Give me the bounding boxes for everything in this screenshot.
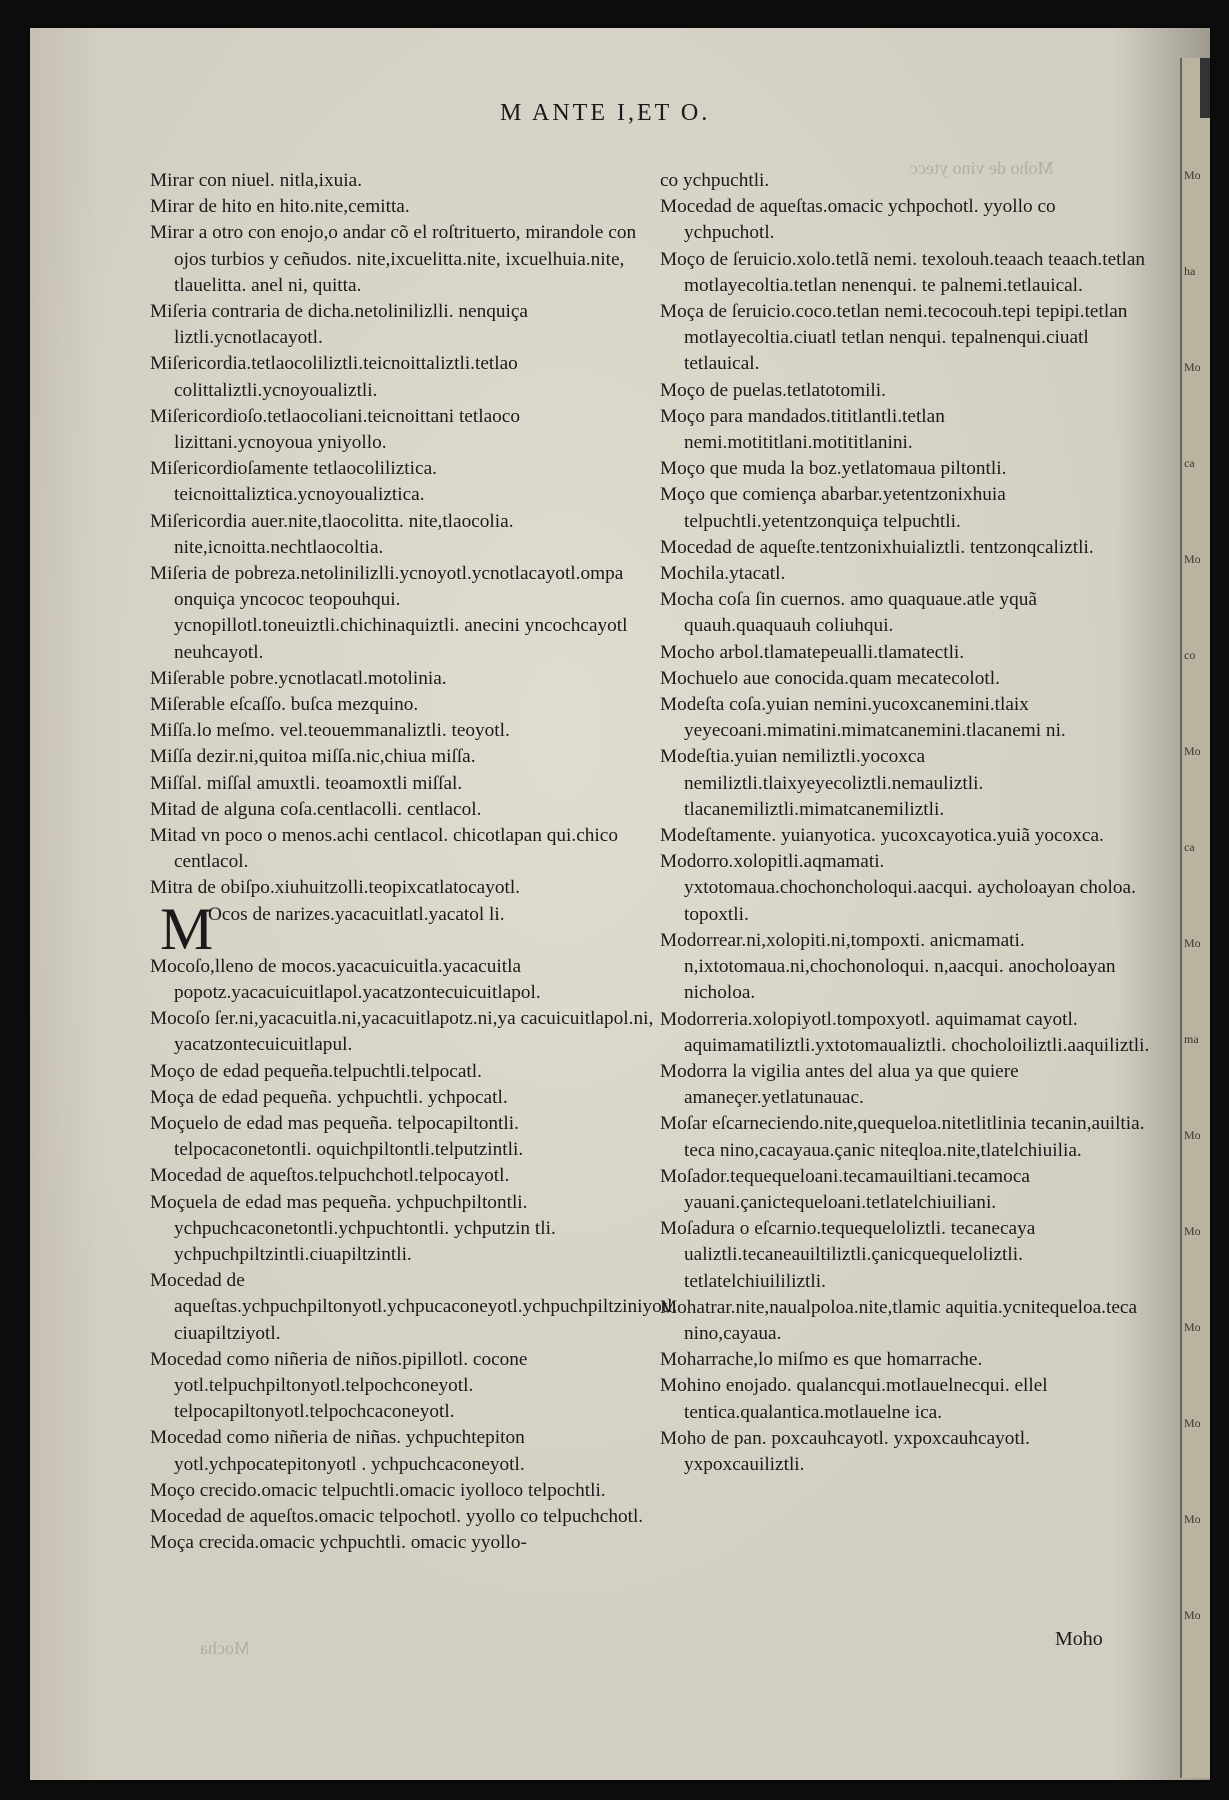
dictionary-entry: Moço de ſeruicio.xolo.tetlã nemi. texolouh.teaach teaach.tetlan motlayecoltia.tetlan nenenqui. te palnemi.tetlauical. (660, 248, 1146, 296)
dictionary-entry: Moſador.tequequeloani.tecamauiltiani.tecamoca yauani.çanictequeloani.tetlatelchiuiliani. (660, 1165, 1030, 1213)
neighbor-fragment: Mo (1184, 360, 1201, 374)
dictionary-entry: Moſadura o eſcarnio.tequequeloliztli. tecanecaya ualiztli.tecaneauiltiliztli.çanicquequeloliztli. tetlatelchiuililiztli. (660, 1218, 1036, 1292)
dictionary-entry: Miſerable eſcaſſo. buſca mezquino. (150, 694, 419, 716)
dictionary-entry: Mirar con niuel. nitla,ixuia. (150, 170, 363, 191)
dropcap-entry: Ocos de narizes.yacacuitlatl.yacatol li. (208, 903, 505, 925)
dictionary-entry: Mocha coſa ſin cuernos. amo quaquaue.atle yquã quauh.quaquauh coliuhqui. (660, 589, 1037, 637)
dictionary-entry: Miſericordioſo.tetlaocoliani.teicnoittani tetlaoco lizittani.ycnoyoua yniyollo. (150, 405, 520, 454)
dictionary-entry: Moho de pan. poxcauhcayotl. yxpoxcauhcayotl. yxpoxcauiliztli. (660, 1427, 1030, 1475)
neighbor-fragment: Mo (1184, 1416, 1201, 1430)
dictionary-entry: Moço de puelas.tetlatotomili. (660, 379, 886, 401)
dictionary-entry: Mohatrar.nite,naualpoloa.nite,tlamic aquitia.ycnitequeloa.teca nino,cayaua. (660, 1296, 1138, 1344)
dictionary-entry: Mocedad de aqueſte.tentzonixhuializtli. tentzonqcaliztli. (660, 536, 1094, 558)
dictionary-entry: Mocedad de aqueſtas.ychpuchpiltonyotl.ychpucaconeyotl.ychpuchpiltziniyotl. ciuapiltziyotl. (150, 1270, 678, 1344)
dictionary-entry: Modeſtia.yuian nemiliztli.yocoxca nemiliztli.tlaixyeyecoliztli.nemauliztli. tlacanemiliztli.mimatcanemiliztli. (660, 746, 984, 820)
page (30, 28, 1210, 1780)
dictionary-entry: Moçuela de edad mas pequeña. ychpuchpiltontli. ychpuchcaconetontli.ychpuchtontli. ychputzin tli. ychpuchpiltzintli.ciuapiltzintli. (150, 1191, 556, 1265)
dictionary-entry: Miſeria contraria de dicha.netolinilizlli. nenquiça liztli.ycnotlacayotl. (150, 301, 528, 349)
dictionary-entry: Miſſa.lo meſmo. vel.teouemmanaliztli. teoyotl. (150, 720, 510, 742)
section-start (150, 895, 660, 962)
dictionary-entry: Modorro.xolopitli.aqmamati. yxtotomaua.chochoncholoqui.aacqui. aycholoayan choloa. topoxtli. (660, 851, 1136, 925)
dictionary-entry: Modorrear.ni,xolopiti.ni,tompoxti. anicmamati. n,ixtotomaua.ni,chochonoloqui. n,aacqui. anocholoayan nicholoa. (660, 929, 1116, 1004)
dictionary-entry: Miſericordioſamente tetlaocoliliztica. teicnoittaliztica.ycnoyoualiztica. (150, 458, 437, 506)
dictionary-entry: Mitad vn poco o menos.achi centlacol. chicotlapan qui.chico centlacol. (150, 825, 618, 873)
bleed-through: Moho de vino ytecc (910, 158, 1054, 178)
catchword: Moho (1055, 1628, 1103, 1650)
neighbor-fragment: Mo (1184, 1512, 1201, 1526)
neighbor-fragment: ca (1184, 456, 1195, 470)
dictionary-entry: Moçuelo de edad mas pequeña. telpocapiltontli. telpocaconetontli. oquichpiltontli.telputzintli. (150, 1112, 524, 1161)
neighbor-fragment: ma (1184, 1032, 1199, 1046)
dictionary-entry: Mirar a otro con enojo,o andar cõ el roſtrituerto, mirandole con ojos turbios y ceñudos. nite,ixcuelitta.nite, ixcuelhuia.nite, tlauelitta. anel ni, quitta. (150, 222, 637, 296)
dictionary-entry: Miſſal. miſſal amuxtli. teoamoxtli miſſal. (150, 772, 463, 794)
dictionary-entry: Miſerable pobre.ycnotlacatl.motolinia. (150, 667, 447, 689)
dictionary-entry: Miſericordia auer.nite,tlaocolitta. nite,tlaocolia. nite,icnoitta.nechtlaocoltia. (150, 510, 514, 558)
bleed-through: Mocha (200, 1638, 250, 1658)
neighbor-fragment: Mo (1184, 1320, 1201, 1334)
dictionary-entry: Mirar de hito en hito.nite,cemitta. (150, 196, 410, 218)
left-column (150, 168, 678, 1556)
dictionary-entry: Moharrache,lo miſmo es que homarrache. (660, 1349, 983, 1371)
dictionary-entry: Mochuelo aue conocida.quam mecatecolotl. (660, 667, 1000, 689)
dictionary-entry: Moça de ſeruicio.coco.tetlan nemi.tecocouh.tepi tepipi.tetlan motlayecoltia.ciuatl tetlan nenqui. tepalnenqui.ciuatl tetlauical. (660, 301, 1128, 375)
neighbor-fragment: Mo (1184, 1608, 1201, 1622)
dictionary-entry: Mocedad como niñeria de niños.pipillotl. cocone yotl.telpuchpiltonyotl.telpochconeyotl. telpocapiltonyotl.telpochcaconeyotl. (150, 1348, 528, 1423)
dictionary-entry: Mocho arbol.tlamatepeualli.tlamatectli. (660, 641, 965, 663)
dictionary-entry: Modorreria.xolopiyotl.tompoxyotl. aquimamat cayotl. aquimamatiliztli.yxtotomaualiztli. chocholoiliztli.aaquiliztli. (660, 1008, 1150, 1056)
neighbor-fragment: co (1184, 648, 1196, 662)
neighbor-fragment: Mo (1184, 936, 1201, 950)
neighbor-fragment: Mo (1184, 552, 1201, 566)
dictionary-entry: Moço crecido.omacic telpuchtli.omacic iyolloco telpochtli. (150, 1479, 606, 1501)
dictionary-entry: Modorra la vigilia antes del alua ya que quiere amaneçer.yetlatunauac. (660, 1060, 1019, 1109)
drop-cap: M (160, 895, 214, 962)
dictionary-entry: Moço de edad pequeña.telpuchtli.telpocatl. (150, 1060, 482, 1082)
dictionary-entry: Moço para mandados.tititlantli.tetlan nemi.motititlani.motititlanini. (660, 405, 945, 454)
page-tab (1200, 58, 1210, 118)
dictionary-entry: Mocedad de aqueſtos.telpuchchotl.telpocayotl. (150, 1165, 510, 1187)
dictionary-entry: Mocedad de aqueſtos.omacic telpochotl. yyollo co telpuchchotl. (150, 1505, 644, 1527)
dictionary-entry: Mocedad como niñeria de niñas. ychpuchtepiton yotl.ychpocatepitonyotl . ychpuchcaconeyotl. (150, 1427, 525, 1475)
dictionary-entry: Mocedad de aqueſtas.omacic ychpochotl. yyollo co ychpuchotl. (660, 196, 1056, 244)
adjacent-page-edge (1180, 58, 1210, 1778)
right-column (660, 168, 1150, 1478)
dictionary-entry: Miſeria de pobreza.netolinilizlli.ycnoyotl.ycnotlacayotl.ompa onquiça yncococ teopouhqui. ycnopillotl.toneuiztli.chichinaquiztli. anecini yncochcayotl neuhcayotl. (150, 563, 628, 663)
dictionary-entry: Mocoſo ſer.ni,yacacuitla.ni,yacacuitlapotz.ni,ya cacuicuitlapol.ni, yacatzontecuicuitlapul. (150, 1008, 654, 1056)
neighbor-fragment: Mo (1184, 168, 1201, 182)
dictionary-entry: Mocoſo,lleno de mocos.yacacuicuitla.yacacuitla popotz.yacacuicuitlapol.yacatzontecuicuitlapol. (150, 955, 541, 1003)
dictionary-entry: Mitra de obiſpo.xiuhuitzolli.teopixcatlatocayotl. (150, 877, 521, 899)
running-header: M ANTE I,ET O. (500, 100, 711, 126)
neighbor-fragment: Mo (1184, 744, 1201, 758)
dictionary-entry: Modeſta coſa.yuian nemini.yucoxcanemini.tlaix yeyecoani.mimatini.mimatcanemini.tlacanemi ni. (660, 694, 1066, 742)
dictionary-entry: Moça crecida.omacic ychpuchtli. omacic yyollo- (150, 1532, 527, 1554)
dictionary-entry: Mohino enojado. qualancqui.motlauelnecqui. ellel tentica.qualantica.motlauelne ica. (660, 1375, 1048, 1423)
dictionary-entry: Mitad de alguna coſa.centlacolli. centlacol. (150, 798, 482, 820)
neighbor-fragment: Mo (1184, 1224, 1201, 1238)
neighbor-fragment: ca (1184, 840, 1195, 854)
dictionary-entry: Miſericordia.tetlaocoliliztli.teicnoittaliztli.tetlao colittaliztli.ycnoyoualiztli. (150, 353, 518, 401)
dictionary-entry: Moça de edad pequeña. ychpuchtli. ychpocatl. (150, 1086, 508, 1108)
dictionary-entry: Miſſa dezir.ni,quitoa miſſa.nic,chiua miſſa. (150, 746, 476, 768)
dictionary-entry: Modeſtamente. yuianyotica. yucoxcayotica.yuiã yocoxca. (660, 825, 1104, 847)
dictionary-entry: co ychpuchtli. (660, 170, 770, 191)
dictionary-entry: Moço que comiença abarbar.yetentzonixhuia telpuchtli.yetentzonquiça telpuchtli. (660, 484, 1006, 532)
neighbor-fragment: Mo (1184, 1128, 1201, 1142)
dictionary-entry: Moſar eſcarneciendo.nite,quequeloa.nitetlitlinia tecanin,auiltia. teca nino,cacayaua.çanic niteqloa.nite,tlatelchiuilia. (660, 1113, 1145, 1161)
dictionary-entry: Moço que muda la boz.yetlatomaua piltontli. (660, 458, 1007, 480)
neighbor-fragment: ha (1184, 264, 1196, 278)
dictionary-entry: Mochila.ytacatl. (660, 563, 786, 585)
